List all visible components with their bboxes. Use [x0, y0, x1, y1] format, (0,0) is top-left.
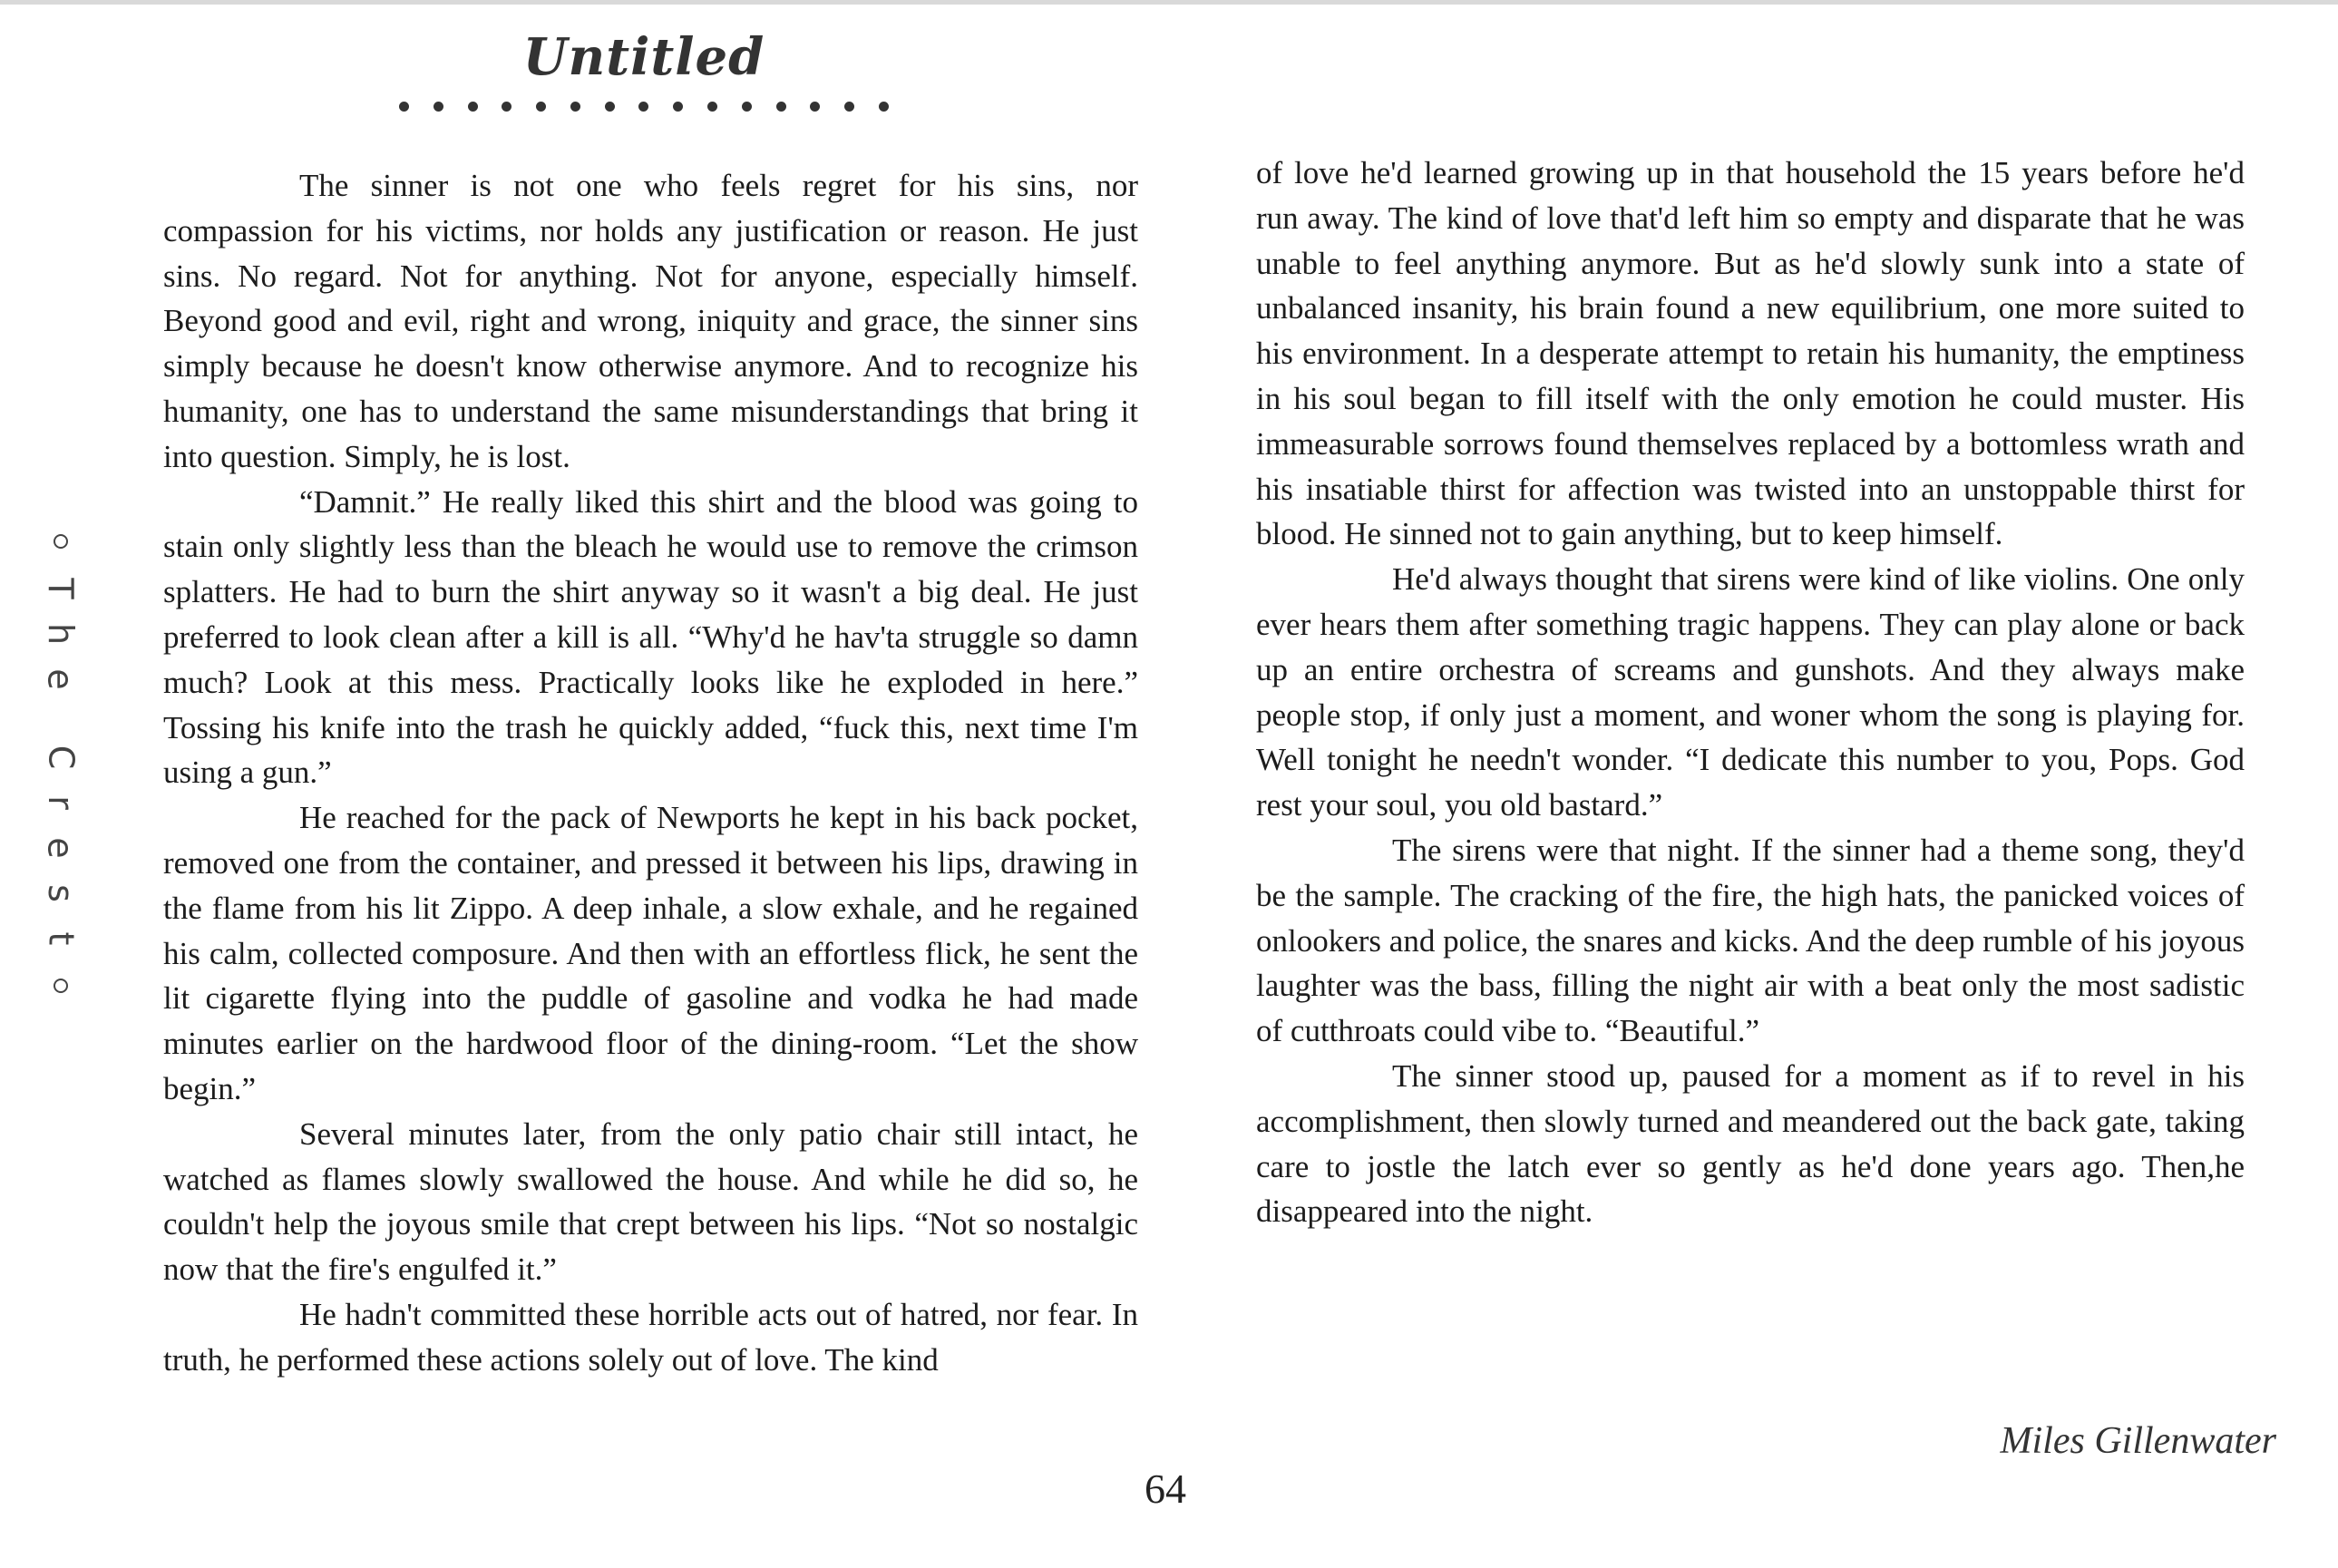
ornament-dot — [605, 102, 615, 112]
ornament-dot — [742, 102, 752, 112]
ornament-dot — [468, 102, 478, 112]
ornament-dot — [707, 102, 717, 112]
ornament-dot — [844, 102, 854, 112]
story-paragraph-continuation: of love he'd learned growing up in that household the 15 years before he'd run away. The kind of love that'd left him so empty and disparate that he was unable to feel anything anymore. But as he'd slowly sunk into a state of unbalanced insanity, his brain found a new equilibrium, one more suited to his environment. In a desperate attempt to retain his humanity, the emptiness in his soul began to fill itself with the only emotion he could muster. His immeasurable sorrows found themselves replaced by a bottomless wrath and his insatiable thirst for affection was twisted into an unstoppable thirst for blood. He sinned not to gain anything, but to keep himself. — [1256, 155, 2245, 552]
ornament-dot — [399, 102, 409, 112]
story-paragraph: He reached for the pack of Newports he kept in his back pocket, removed one from the container, and pressed it between his lips, drawing in the flame from his lit Zippo. A deep inhale, a slow exhale, and he regained his calm, collected composure. And then with an effortless flick, he sent the lit cigarette flying into the puddle of gasoline and vodka he had made minutes earlier on the hardwood floor of the dining-room. “Let the show begin.” — [163, 800, 1138, 1106]
spine-letter: T — [41, 578, 81, 599]
spine-dot-bottom — [54, 979, 68, 993]
story-paragraph: The sinner stood up, paused for a moment as if to revel in his accomplishment, then slowly turned and meandered out the back gate, taking care to jostle the latch ever so gently as he'd done years ago. Then,he disappeared into the night. — [1256, 1057, 2245, 1230]
story-paragraph: He hadn't committed these horrible acts out of hatred, nor fear. In truth, he performed these actions solely out of love. The kind — [163, 1296, 1138, 1378]
page-title: Untitled — [522, 27, 765, 87]
spine-dot-top — [54, 534, 68, 549]
top-rule — [0, 0, 2338, 5]
title-dot-ornament — [399, 93, 889, 120]
story-paragraph: The sirens were that night. If the sinner had a theme song, they'd be the sample. The cracking of the fire, the high hats, the panicked voices of onlookers and police, the snares and kicks. And the deep rumble of his joyous laughter was the bass, filling the night air with a beat only the most sadistic of cutthroats could vibe to. “Beautiful.” — [1256, 832, 2245, 1049]
story-paragraph: The sinner is not one who feels regret for his sins, nor compassion for his victims, nor holds any justification or reason. He just sins. No regard. Not for anything. Not for anyone, especially himself. Beyond good and evil, right and wrong, iniquity and grace, the sinner sins simply because he doesn't know otherwise anymore. And to recognize his humanity, one has to understand the same misunderstandings that bring it into question. Simply, he is lost. — [163, 168, 1138, 474]
spine-letter: e — [40, 837, 81, 859]
ornament-dot — [570, 102, 580, 112]
left-text-column — [163, 163, 1138, 1383]
author-name: Miles Gillenwater — [2000, 1420, 2276, 1462]
spine-letter: C — [40, 745, 81, 770]
ornament-dot — [638, 102, 648, 112]
spine-letter: t — [41, 931, 81, 946]
spine-letter: s — [41, 884, 81, 902]
ornament-dot — [502, 102, 511, 112]
ornament-dot — [673, 102, 683, 112]
ornament-dot — [536, 102, 546, 112]
story-paragraph: Several minutes later, from the only patio chair still intact, he watched as flames slowly swallowed the house. And while he did so, he couldn't help the joyous smile that crept between his lips. “Not so nostalgic now that the fire's engulfed it.” — [163, 1115, 1138, 1288]
spine-magazine-name — [40, 526, 81, 1001]
story-paragraph: “Damnit.” He really liked this shirt and the blood was going to stain only slightly less than the bleach he would use to remove the crimson splatters. He had to burn the shirt anyway so it wasn't a big deal. He just preferred to look clean after a kill is all. “Why'd he hav'ta struggle so damn much? Look at this mess. Practically looks like he exploded in here.” Tossing his knife into the trash he quickly added, “fuck this, next time I'm using a gun.” — [163, 483, 1138, 791]
spine-letter: r — [41, 795, 81, 810]
spine-letter: e — [40, 668, 81, 690]
story-paragraph: He'd always thought that sirens were kind of like violins. One only ever hears them after something tragic happens. They can play alone or back up an entire orchestra of screams and gunshots. And they always make people stop, if only just a moment, and woner whom the song is playing for. Well tonight he needn't wonder. “I dedicate this number to you, Pops. God rest your soul, you old bastard.” — [1256, 561, 2245, 823]
right-text-column — [1256, 151, 2245, 1234]
spine-letter: h — [41, 622, 81, 646]
ornament-dot — [434, 102, 443, 112]
ornament-dot — [810, 102, 820, 112]
ornament-dot — [776, 102, 786, 112]
page-number: 64 — [1145, 1466, 1186, 1512]
ornament-dot — [879, 102, 889, 112]
